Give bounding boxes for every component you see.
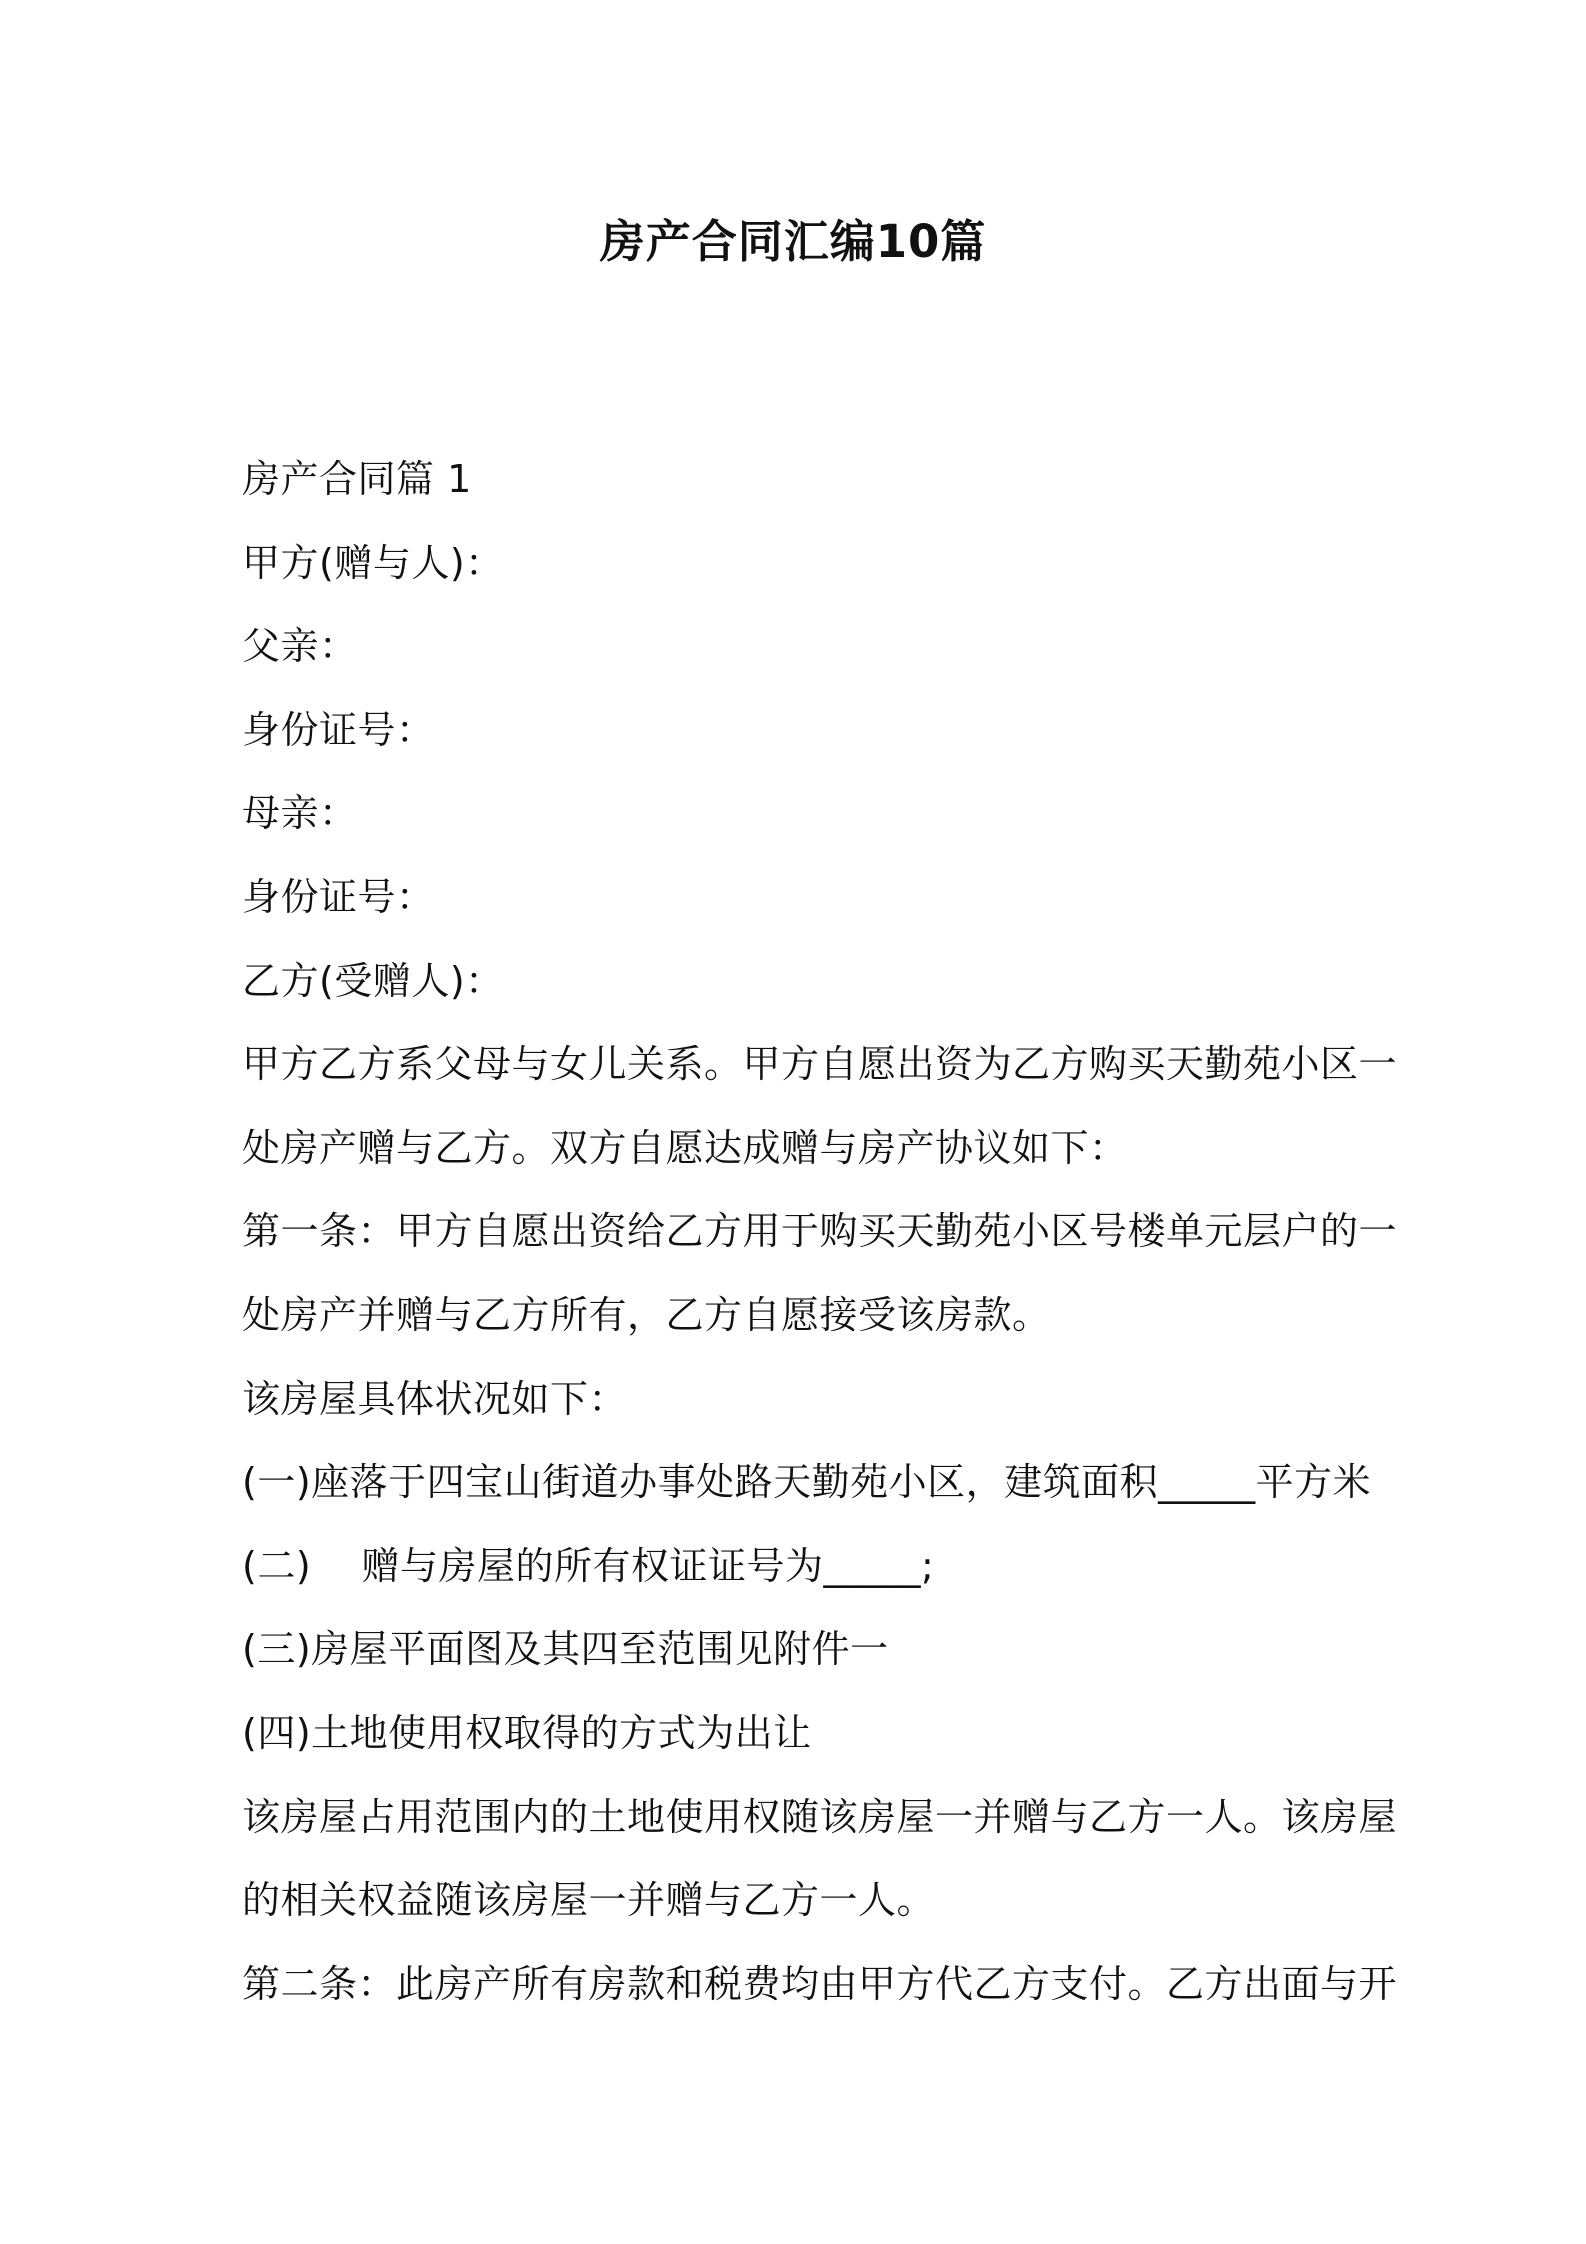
text-line: 甲方(赠与人)： — [242, 540, 504, 585]
document-title: 房产合同汇编10篇 — [599, 215, 987, 268]
text-line: (四)土地使用权取得的方式为出让 — [242, 1710, 812, 1755]
text-line: 乙方(受赠人)： — [242, 958, 504, 1003]
document-body — [242, 448, 1398, 2036]
text-line: 第一条：甲方自愿出资给乙方用于购买天勤苑小区号楼单元层户的一 — [242, 1209, 1398, 1254]
text-line: 处房产并赠与乙方所有，乙方自愿接受该房款。 — [242, 1292, 1051, 1337]
section-heading: 房产合同篇 1 — [242, 457, 472, 501]
text-line: 身份证号： — [242, 874, 435, 919]
text-line: 处房产赠与乙方。双方自愿达成赠与房产协议如下： — [242, 1125, 1128, 1170]
text-line: 母亲： — [242, 791, 358, 836]
text-line: 身份证号： — [242, 707, 435, 752]
text-line: 该房屋具体状况如下： — [242, 1376, 628, 1421]
text-line: (二) 赠与房屋的所有权证证号为_____; — [242, 1543, 935, 1588]
text-line: 甲方乙方系父母与女儿关系。甲方自愿出资为乙方购买天勤苑小区一 — [242, 1042, 1398, 1087]
text-line: 的相关权益随该房屋一并赠与乙方一人。 — [242, 1878, 936, 1923]
text-line: 父亲： — [242, 624, 358, 669]
text-line: (一)座落于四宝山街道办事处路天勤苑小区，建筑面积_____平方米 — [242, 1460, 1372, 1505]
text-line: 该房屋占用范围内的土地使用权随该房屋一并赠与乙方一人。该房屋 — [242, 1794, 1398, 1839]
text-line: (三)房屋平面图及其四至范围见附件一 — [242, 1627, 889, 1672]
text-line: 第二条：此房产所有房款和税费均由甲方代乙方支付。乙方出面与开 — [242, 1961, 1398, 2006]
